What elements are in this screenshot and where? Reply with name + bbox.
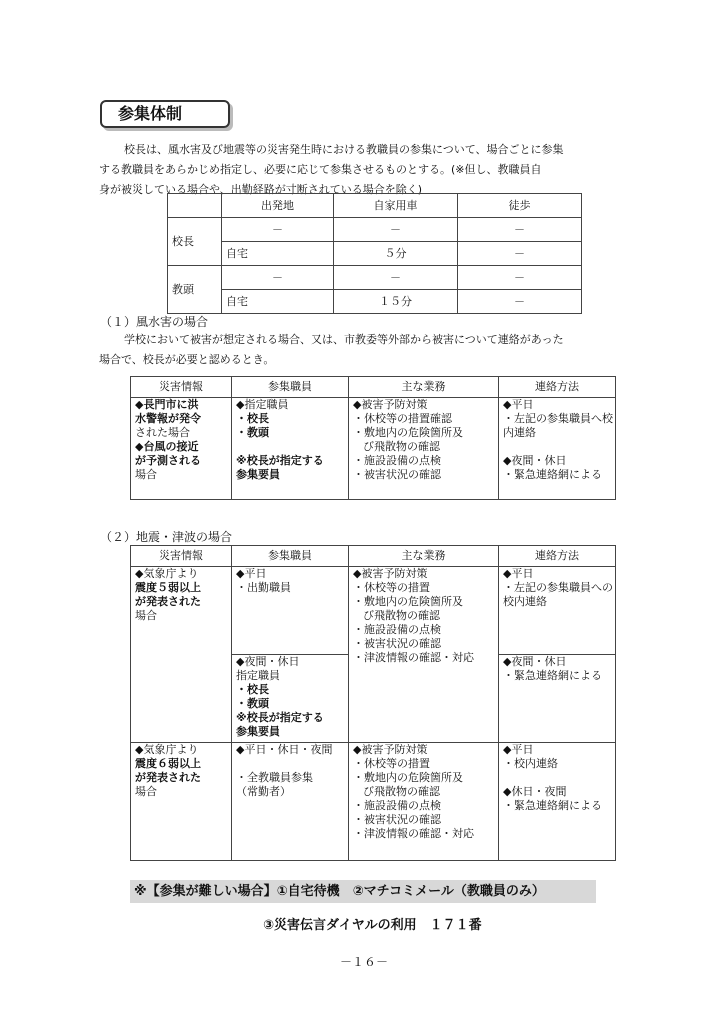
col-header: 自家用車 bbox=[334, 194, 458, 218]
desc-line: 場合で、校長が必要と認めるとき。 bbox=[99, 353, 275, 366]
contact-cell bbox=[499, 567, 616, 655]
cell-line: ◆台風の接近 bbox=[135, 440, 199, 453]
staff-cell bbox=[232, 655, 349, 743]
page-number: －１６－ bbox=[340, 955, 389, 969]
cell-line bbox=[236, 440, 344, 454]
cell-line: 指定職員 bbox=[236, 669, 280, 682]
cell-line: ◆平日 bbox=[503, 567, 534, 580]
cell-line: ・敷地内の危険箇所及 bbox=[353, 426, 463, 439]
cell-line: ・校長 bbox=[236, 683, 269, 696]
cell-line: ・校内連絡 bbox=[503, 757, 558, 770]
cell-line: ・緊急連絡網による bbox=[503, 669, 602, 682]
cell-line: ・被害状況の確認 bbox=[353, 813, 441, 826]
cell-line: ◆平日 bbox=[236, 567, 267, 580]
contact-cell bbox=[499, 743, 616, 861]
cell: － bbox=[334, 218, 458, 242]
cell-line: ・津波情報の確認・対応 bbox=[353, 651, 474, 664]
earthquake-table bbox=[130, 545, 616, 861]
cell-line: が発表された bbox=[135, 595, 201, 608]
cell-line: 参集要員 bbox=[236, 468, 280, 481]
col-header: 災害情報 bbox=[131, 546, 232, 567]
cell: － bbox=[458, 290, 582, 314]
cell-line: ・被害状況の確認 bbox=[353, 468, 441, 481]
section-title: 参集体制 bbox=[100, 100, 230, 128]
col-header: 主な業務 bbox=[349, 546, 499, 567]
cell-line: び飛散物の確認 bbox=[363, 785, 440, 798]
disaster-info-cell bbox=[131, 567, 232, 743]
staff-cell bbox=[232, 567, 349, 655]
cell-line: ・休校等の措置確認 bbox=[353, 412, 452, 425]
cell-line: 校内連絡 bbox=[503, 595, 547, 608]
cell-line: が発表された bbox=[135, 771, 201, 784]
cell: 自宅 bbox=[222, 290, 334, 314]
cell: 自宅 bbox=[222, 242, 334, 266]
cell-line: 震度６弱以上 bbox=[135, 757, 201, 770]
row-label-vice: 教頭 bbox=[168, 266, 222, 314]
cell-line: ◆被害予防対策 bbox=[353, 567, 428, 580]
cell-line bbox=[236, 757, 344, 771]
cell-line: ※校長が指定する bbox=[236, 711, 324, 724]
cell-line: ・左記の参集職員への bbox=[503, 581, 613, 594]
cell: － bbox=[222, 266, 334, 290]
cell-line: ◆気象庁より bbox=[135, 743, 199, 756]
cell-line: び飛散物の確認 bbox=[363, 609, 440, 622]
cell-line: 水警報が発令 bbox=[135, 412, 201, 425]
cell-line: ・休校等の措置 bbox=[353, 757, 430, 770]
cell-line: ・左記の参集職員へ校 bbox=[503, 412, 613, 425]
tasks-cell bbox=[349, 567, 499, 743]
staff-cell bbox=[232, 398, 349, 500]
section-heading: （２）地震・津波の場合 bbox=[100, 530, 233, 544]
cell-line: ◆長門市に洪 bbox=[135, 398, 199, 411]
cell-line: び飛散物の確認 bbox=[363, 440, 440, 453]
cell-line: ・施設設備の点検 bbox=[353, 623, 441, 636]
intro-line: 校長は、風水害及び地震等の災害発生時における教職員の参集について、場合ごとに参集 bbox=[124, 143, 564, 156]
cell-line: ・施設設備の点検 bbox=[353, 799, 441, 812]
cell-line: ・敷地内の危険箇所及 bbox=[353, 771, 463, 784]
section1-desc bbox=[99, 330, 643, 370]
cell: ５分 bbox=[334, 242, 458, 266]
cell-line: ◆平日 bbox=[503, 398, 534, 411]
desc-line: 学校において被害が想定される場合、又は、市教委等外部から被害について連絡があった bbox=[124, 333, 564, 346]
col-header: 出発地 bbox=[222, 194, 334, 218]
cell: １５分 bbox=[334, 290, 458, 314]
disaster-info-cell bbox=[131, 743, 232, 861]
commute-table bbox=[167, 193, 582, 314]
cell-line: ・緊急連絡網による bbox=[503, 468, 602, 481]
note-line: ※【参集が難しい場合】①自宅待機 ②マチコミメール（教職員のみ） bbox=[130, 880, 596, 903]
tasks-cell bbox=[349, 398, 499, 500]
cell: － bbox=[458, 266, 582, 290]
note-line: ③災害伝言ダイヤルの利用 １７１番 bbox=[263, 918, 482, 933]
intro-line: 身が被災している場合や、出勤経路が寸断されている場合を除く) bbox=[99, 183, 423, 196]
cell-line: ◆夜間・休日 bbox=[503, 454, 567, 467]
tasks-cell bbox=[349, 743, 499, 861]
row-label-principal: 校長 bbox=[168, 218, 222, 266]
cell-line: ・全教職員参集 bbox=[236, 771, 313, 784]
col-header: 災害情報 bbox=[131, 377, 232, 398]
col-header: 主な業務 bbox=[349, 377, 499, 398]
cell-line: ※校長が指定する bbox=[236, 454, 324, 467]
col-header: 参集職員 bbox=[232, 377, 349, 398]
cell-line: ◆夜間・休日 bbox=[503, 655, 567, 668]
wind-flood-table bbox=[130, 376, 616, 500]
cell-line: ◆被害予防対策 bbox=[353, 743, 428, 756]
cell-line: ・施設設備の点検 bbox=[353, 454, 441, 467]
cell: － bbox=[458, 242, 582, 266]
disaster-info-cell bbox=[131, 398, 232, 500]
cell: － bbox=[222, 218, 334, 242]
cell-line: 場合 bbox=[135, 609, 157, 622]
contact-cell bbox=[499, 398, 616, 500]
cell-line bbox=[503, 440, 611, 454]
cell-line: ・校長 bbox=[236, 412, 269, 425]
cell-line: ・休校等の措置 bbox=[353, 581, 430, 594]
cell-line: ◆気象庁より bbox=[135, 567, 199, 580]
cell-line: ◆休日・夜間 bbox=[503, 785, 567, 798]
cell-line: が予測される bbox=[135, 454, 201, 467]
cell-line: ◆平日 bbox=[503, 743, 534, 756]
section-heading: （１）風水害の場合 bbox=[100, 315, 209, 329]
cell-line: 震度５弱以上 bbox=[135, 581, 201, 594]
cell-line: 場合 bbox=[135, 468, 157, 481]
cell-line: （常勤者） bbox=[236, 785, 291, 798]
staff-cell bbox=[232, 743, 349, 861]
cell: － bbox=[334, 266, 458, 290]
cell-line: された場合 bbox=[135, 426, 190, 439]
cell-line: 場合 bbox=[135, 785, 157, 798]
cell-line: ・緊急連絡網による bbox=[503, 799, 602, 812]
col-header: 参集職員 bbox=[232, 546, 349, 567]
cell-line: ・出勤職員 bbox=[236, 581, 291, 594]
cell-line: 参集要員 bbox=[236, 725, 280, 738]
col-header: 徒歩 bbox=[458, 194, 582, 218]
cell-line bbox=[503, 771, 611, 785]
intro-paragraph bbox=[99, 140, 643, 200]
cell-line: 内連絡 bbox=[503, 426, 536, 439]
col-header: 連絡方法 bbox=[499, 546, 616, 567]
cell-line: ・教頭 bbox=[236, 697, 269, 710]
cell-line: ◆平日・休日・夜間 bbox=[236, 743, 333, 756]
cell-line: ◆指定職員 bbox=[236, 398, 289, 411]
cell-line: ・被害状況の確認 bbox=[353, 637, 441, 650]
cell: － bbox=[458, 218, 582, 242]
cell-line: ◆被害予防対策 bbox=[353, 398, 428, 411]
cell-line: ◆夜間・休日 bbox=[236, 655, 300, 668]
intro-line: する教職員をあらかじめ指定し、必要に応じて参集させるものとする。(※但し、教職員自 bbox=[99, 163, 542, 176]
col-header: 連絡方法 bbox=[499, 377, 616, 398]
cell-line: ・敷地内の危険箇所及 bbox=[353, 595, 463, 608]
cell-line: ・教頭 bbox=[236, 426, 269, 439]
cell-line: ・津波情報の確認・対応 bbox=[353, 827, 474, 840]
contact-cell bbox=[499, 655, 616, 743]
